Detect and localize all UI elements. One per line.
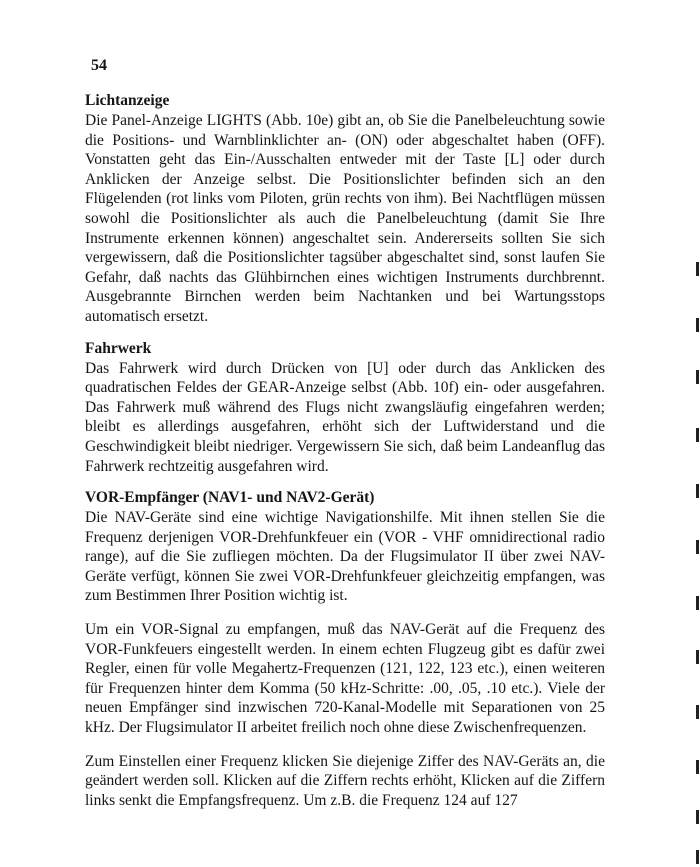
page-content	[85, 91, 605, 822]
paragraph: Um ein VOR-Signal zu empfangen, muß das NAV-Gerät auf die Frequenz des VOR-Funkfeuers eingestellt werden. In einem echten Flugzeug gibt es dafür zwei Regler, einen für volle Megahertz-Frequenzen (121, 122, 123 etc.), einen weiteren für Frequenzen hinter dem Komma (50 kHz-Schritte: .00, .05, .10 etc.). Viele der neuen Empfänger sind inzwischen 720-Kanal-Modelle mit Separationen von 25 kHz. Der Flugsimulator II arbeitet freilich noch ohne diese Zwischenfrequenzen.	[85, 621, 605, 737]
edge-mark	[696, 850, 699, 864]
paragraph: Die Panel-Anzeige LIGHTS (Abb. 10e) gibt an, ob Sie die Panelbeleuchtung sowie die Positions- und Warnblinklichter an- (ON) oder abgeschaltet haben (OFF). Vonstatten geht das Ein-/Ausschalten entweder mit der Taste [L] oder durch Anklicken der Anzeige selbst. Die Positionslichter befinden sich an den Flügelenden (rot links vom Piloten, grün rechts von ihm). Bei Nachtflügen müssen sowohl die Positionslichter als auch die Panelbeleuchtung (damit Sie Ihre Instrumente erkennen können) angeschaltet sein. Andererseits sollten Sie sich vergewissern, daß die Positionslichter tagsüber abgeschaltet sind, sonst laufen Sie Gefahr, daß nachts das Glühbirnchen eines wichtigen Instruments durchbrennt. Ausgebrannte Birnchen werden beim Nachtanken und bei Wartungsstops automatisch ersetzt.	[85, 112, 605, 325]
edge-mark	[696, 540, 699, 554]
section-fahrwerk	[85, 339, 605, 477]
edge-mark	[696, 484, 699, 498]
section-lichtanzeige	[85, 91, 605, 327]
page-number: 54	[91, 57, 107, 74]
section-heading: Fahrwerk	[85, 339, 152, 357]
paragraph: Die NAV-Geräte sind eine wichtige Navigationshilfe. Mit ihnen stellen Sie die Frequenz derjenigen VOR-Drehfunkfeuer ein (VOR - VHF omnidirectional radio range), auf die Sie zufliegen möchten. Da der Flugsimulator II über zwei NAV-Geräte verfügt, können Sie zwei VOR-Drehfunkfeuer gleichzeitig empfangen, was zum Bestimmen Ihrer Position wichtig ist.	[85, 509, 605, 605]
paragraph: Das Fahrwerk wird durch Drücken von [U] oder durch das Anklicken des quadratischen Feldes der GEAR-Anzeige selbst (Abb. 10f) ein- oder ausgefahren. Das Fahrwerk muß während des Flugs nicht zwangsläufig eingefahren werden; bleibt es allerdings ausgefahren, erhöht sich der Luftwiderstand und die Geschwindigkeit bleibt niedriger. Vergewissern Sie sich, daß beim Landeanflug das Fahrwerk rechtzeitig ausgefahren wird.	[85, 359, 605, 475]
scan-edge-marks	[690, 0, 700, 867]
edge-mark	[696, 650, 699, 664]
section-vor-empfaenger	[85, 488, 605, 810]
edge-mark	[696, 428, 699, 442]
edge-mark	[696, 705, 699, 719]
edge-mark	[696, 370, 699, 384]
section-heading: Lichtanzeige	[85, 92, 170, 109]
edge-mark	[696, 318, 699, 332]
edge-mark	[696, 596, 699, 610]
edge-mark	[696, 810, 699, 824]
paragraph: Zum Einstellen einer Frequenz klicken Sie diejenige Ziffer des NAV-Geräts an, die geändert werden soll. Klicken auf die Ziffern rechts erhöht, Klicken auf die Ziffern links senkt die Empfangsfrequenz. Um z.B. die Frequenz 124 auf 127	[85, 752, 605, 809]
section-heading: VOR-Empfänger (NAV1- und NAV2-Gerät)	[85, 489, 375, 507]
edge-mark	[696, 262, 699, 276]
edge-mark	[696, 760, 699, 774]
